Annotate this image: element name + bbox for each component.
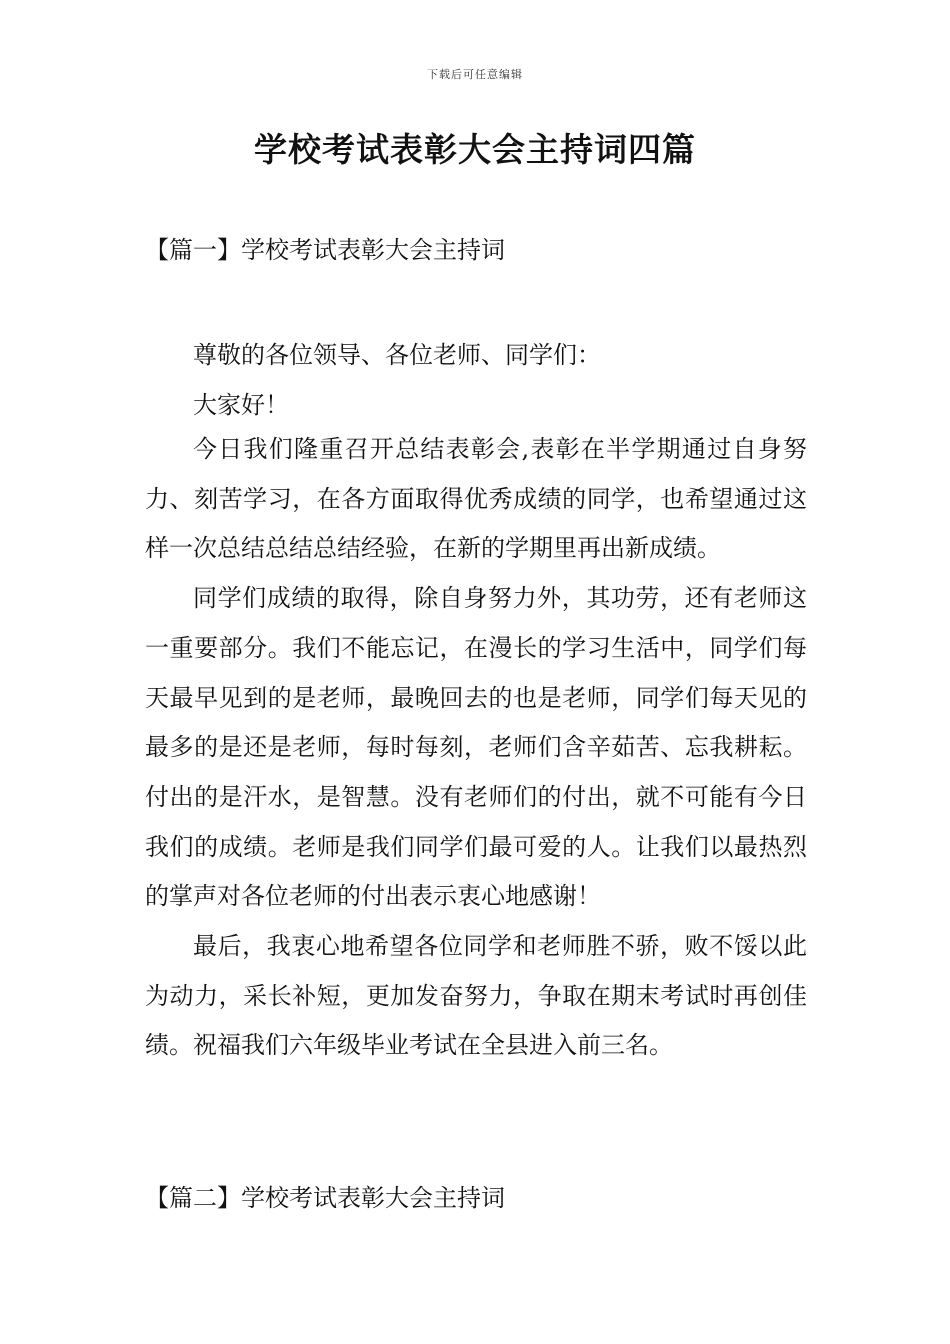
hello-line: 大家好！ bbox=[193, 390, 289, 419]
paragraph: 最后，我衷心地希望各位同学和老师胜不骄，败不馁以此为动力，采长补短，更加发奋努力，争取在期末考试时再创佳绩。祝福我们六年级毕业考试在全县进入前三名。 bbox=[145, 932, 807, 1060]
paragraph: 同学们成绩的取得，除自身努力外，其功劳，还有老师这一重要部分。我们不能忘记，在漫长的学习生活中，同学们每天最早见到的是老师，最晚回去的也是老师，同学们每天见的最多的是还是老师，每时每刻，老师们含辛茹苦、忘我耕耘。付出的是汗水，是智慧。没有老师们的付出，就不可能有今日我们的成绩。老师是我们同学们最可爱的人。让我们以最热烈的掌声对各位老师的付出表示衷心地感谢！ bbox=[145, 584, 807, 911]
section-heading-1: 【篇一】学校考试表彰大会主持词 bbox=[145, 236, 505, 264]
section-1-body bbox=[145, 425, 807, 1071]
greeting-line: 尊敬的各位领导、各位老师、同学们： bbox=[193, 341, 601, 369]
paragraph: 今日我们隆重召开总结表彰会,表彰在半学期通过自身努力、刻苦学习，在各方面取得优秀成绩的同学，也希望通过这样一次总结总结总结经验，在新的学期里再出新成绩。 bbox=[145, 435, 807, 563]
greeting-block bbox=[145, 331, 807, 430]
document-title: 学校考试表彰大会主持词四篇 bbox=[254, 130, 696, 169]
section-heading-2: 【篇二】学校考试表彰大会主持词 bbox=[145, 1184, 505, 1212]
header-note: 下载后可任意编辑 bbox=[427, 68, 523, 81]
